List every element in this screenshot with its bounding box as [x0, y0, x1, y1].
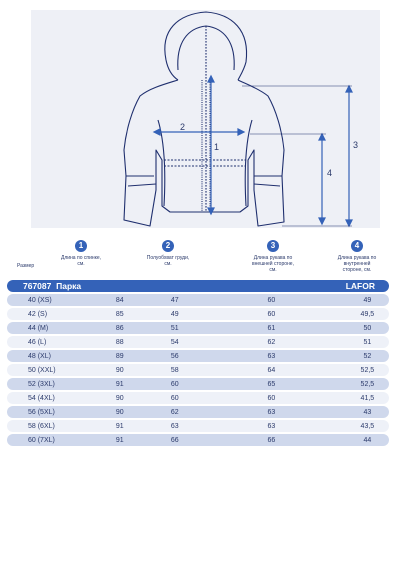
table-row — [7, 308, 389, 320]
table-row — [7, 378, 389, 390]
table-row — [7, 420, 389, 432]
measure-cell-3: 66 — [268, 434, 346, 446]
measure-cell-3: 62 — [268, 336, 346, 348]
column-number-3: 3 — [267, 240, 279, 252]
measure-cell-4: 49,5 — [346, 308, 389, 320]
size-cell: 60 (7XL) — [7, 434, 116, 446]
column-number-2: 2 — [162, 240, 174, 252]
column-number-4: 4 — [351, 240, 363, 252]
measure-cell-1: 85 — [116, 308, 171, 320]
measure-cell-1: 84 — [116, 294, 171, 306]
measure-cell-2: 60 — [171, 378, 268, 390]
measure-cell-3: 60 — [268, 308, 346, 320]
measure-cell-4: 41,5 — [346, 392, 389, 404]
table-row — [7, 336, 389, 348]
measure-cell-4: 49 — [346, 294, 389, 306]
measure-cell-2: 54 — [171, 336, 268, 348]
measure-cell-4: 50 — [346, 322, 389, 334]
measure-cell-3: 63 — [268, 420, 346, 432]
measure-cell-4: 52,5 — [346, 364, 389, 376]
table-row — [7, 434, 389, 446]
measure-cell-2: 47 — [171, 294, 268, 306]
brand-name: LAFOR — [346, 280, 389, 292]
product-code: 767087 Парка — [7, 280, 116, 292]
measure-cell-4: 51 — [346, 336, 389, 348]
column-label-1: Длина по спинке, см. — [60, 255, 102, 267]
size-cell: 58 (6XL) — [7, 420, 116, 432]
size-cell: 50 (XXL) — [7, 364, 116, 376]
measure-cell-2: 51 — [171, 322, 268, 334]
measure-cell-1: 90 — [116, 364, 171, 376]
measure-cell-1: 89 — [116, 350, 171, 362]
product-title-row — [7, 280, 389, 292]
column-number-1: 1 — [75, 240, 87, 252]
measure-cell-3: 64 — [268, 364, 346, 376]
measure-cell-1: 86 — [116, 322, 171, 334]
measure-cell-3: 65 — [268, 378, 346, 390]
size-cell: 48 (XL) — [7, 350, 116, 362]
measure-cell-1: 91 — [116, 420, 171, 432]
measure-label-3: 3 — [353, 140, 359, 150]
body-outline — [124, 80, 284, 226]
measure-cell-2: 66 — [171, 434, 268, 446]
measure-label-4: 4 — [327, 168, 333, 178]
column-header-3 — [250, 240, 296, 273]
measure-cell-4: 52,5 — [346, 378, 389, 390]
size-cell: 54 (4XL) — [7, 392, 116, 404]
size-cell: 44 (M) — [7, 322, 116, 334]
measure-cell-2: 63 — [171, 420, 268, 432]
parka-drawing — [0, 0, 400, 238]
measure-cell-2: 56 — [171, 350, 268, 362]
measure-cell-4: 43,5 — [346, 420, 389, 432]
measure-cell-3: 60 — [268, 294, 346, 306]
table-row — [7, 294, 389, 306]
column-label-2: Полуобхват груди, см. — [146, 255, 190, 267]
table-row — [7, 350, 389, 362]
size-cell: 40 (XS) — [7, 294, 116, 306]
measure-cell-3: 63 — [268, 350, 346, 362]
column-label-3: Длина рукава по внешней стороне, см. — [252, 255, 294, 273]
measure-cell-2: 60 — [171, 392, 268, 404]
size-table — [7, 278, 389, 448]
table-row — [7, 392, 389, 404]
measure-cell-2: 62 — [171, 406, 268, 418]
measure-cell-1: 90 — [116, 392, 171, 404]
column-header-1 — [58, 240, 104, 267]
measure-cell-1: 88 — [116, 336, 171, 348]
size-cell: 52 (3XL) — [7, 378, 116, 390]
size-column-header: Размер — [17, 263, 35, 269]
measure-cell-4: 43 — [346, 406, 389, 418]
measure-cell-4: 44 — [346, 434, 389, 446]
measure-cell-3: 60 — [268, 392, 346, 404]
measure-label-2: 2 — [180, 122, 186, 132]
size-cell: 42 (S) — [7, 308, 116, 320]
measure-cell-3: 63 — [268, 406, 346, 418]
size-cell: 56 (5XL) — [7, 406, 116, 418]
column-label-4: Длина рукава по внутренней стороне, см. — [337, 255, 377, 273]
column-header-4 — [333, 240, 381, 273]
column-header-2 — [145, 240, 191, 267]
table-row — [7, 322, 389, 334]
measure-cell-3: 61 — [268, 322, 346, 334]
table-row — [7, 406, 389, 418]
table-header — [0, 240, 400, 278]
size-cell: 46 (L) — [7, 336, 116, 348]
measure-cell-2: 49 — [171, 308, 268, 320]
measure-cell-1: 91 — [116, 378, 171, 390]
measure-label-1: 1 — [214, 142, 220, 152]
table-row — [7, 364, 389, 376]
measure-cell-2: 58 — [171, 364, 268, 376]
measure-cell-1: 91 — [116, 434, 171, 446]
garment-sketch — [0, 0, 400, 238]
measure-cell-1: 90 — [116, 406, 171, 418]
measure-cell-4: 52 — [346, 350, 389, 362]
